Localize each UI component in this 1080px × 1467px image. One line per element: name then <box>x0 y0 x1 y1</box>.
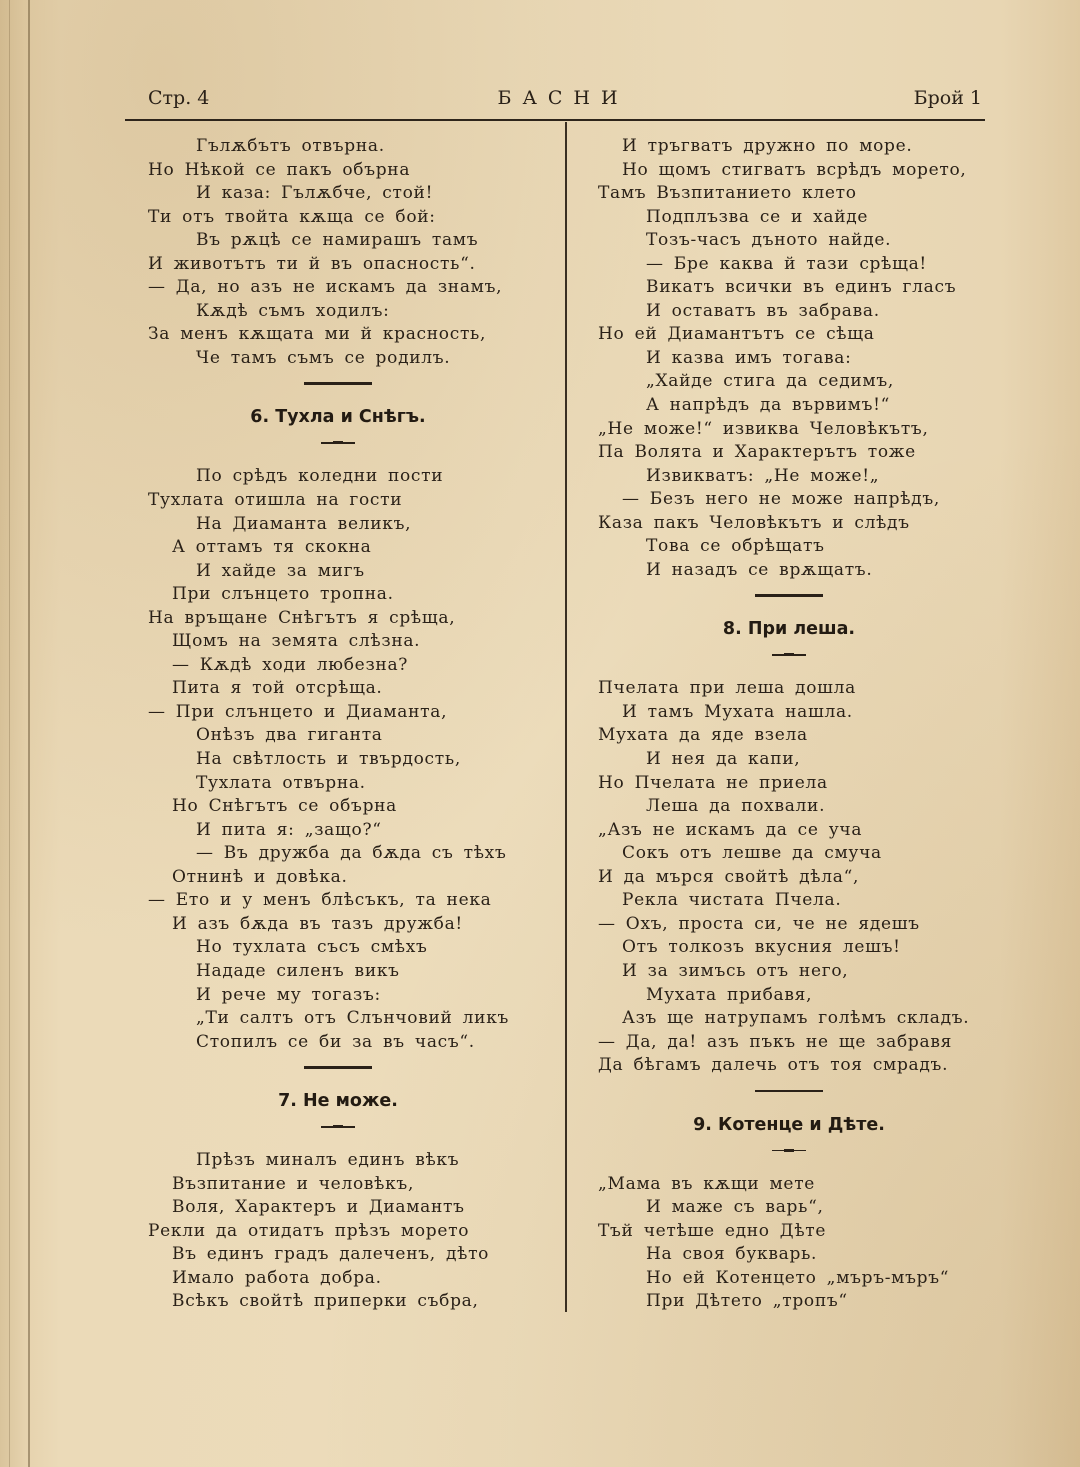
verse-line: Всѣкъ свойтѣ приперки събра, <box>172 1291 479 1312</box>
verse-line: — Да, да! азъ пъкъ не ще забравя <box>598 1031 953 1052</box>
verse-line: Но ей Котенцето „мъръ-мъръ“ <box>646 1267 950 1288</box>
verse-line: „Не може!“ извиква Человѣкътъ, <box>598 418 929 439</box>
verse-line: Възпитание и человѣкъ, <box>172 1173 415 1194</box>
verse-line: А напрѣдъ да вървимъ!“ <box>646 395 891 416</box>
verse-line: — При слънцето и Диаманта, <box>148 701 448 722</box>
verse-line: Азъ ще натрупамъ голѣмъ складъ. <box>622 1008 970 1029</box>
fable-heading <box>148 1054 528 1149</box>
verse-line: Мухата прибавя, <box>646 984 813 1005</box>
verse-line: Но Нѣкой се пакъ обърна <box>148 159 411 180</box>
verse-line: Щомъ на земята слѣзна. <box>172 631 421 652</box>
verse-line: И нея да капи, <box>646 749 801 770</box>
verse-line: Тамъ Възпитанието клето <box>598 183 857 204</box>
verse-line: — Охъ, проста си, че не ядешъ <box>598 913 920 934</box>
verse-line: На своя букварь. <box>646 1244 818 1265</box>
verse-line: Въ единъ градъ далеченъ, дѣто <box>172 1244 490 1265</box>
verse-line: По срѣдъ коледни пости <box>196 466 444 487</box>
verse-line: И да мърся свойтѣ дѣла“, <box>598 866 860 887</box>
verse-line: Каза пакъ Человѣкътъ и слѣдъ <box>598 512 910 533</box>
verse-line: Отнинѣ и довѣка. <box>172 866 348 887</box>
fable-heading <box>598 582 980 677</box>
verse-line: — Безъ него не може напрѣдъ, <box>622 489 940 510</box>
fable-title: 9. Котенце и Дѣте. <box>693 1114 885 1135</box>
issue-number: Брой 1 <box>913 87 982 109</box>
verse-line: Нададе силенъ викъ <box>196 960 400 981</box>
fable-heading <box>598 1078 980 1173</box>
section-divider <box>755 1090 823 1093</box>
verse-line: И тръгватъ дружно по море. <box>622 136 913 156</box>
verse-line: И назадъ се врѫщатъ. <box>646 559 873 580</box>
verse-line: И тамъ Мухата нашла. <box>622 701 853 722</box>
verse-line: Пита я той отсрѣща. <box>172 678 383 699</box>
verse-line: И животътъ ти й въ опасность“. <box>148 253 476 274</box>
verse-line: Тухлата отишла на гости <box>148 490 403 511</box>
verse-line: На връщане Снѣгътъ я срѣща, <box>148 607 456 628</box>
fable-body <box>598 1173 980 1314</box>
right-column <box>598 135 980 1314</box>
verse-line: Сокъ отъ лешве да смуча <box>622 843 882 864</box>
verse-line: Ти отъ твойта кѫща се бой: <box>148 206 436 227</box>
verse-line: — Бре каква й тази срѣща! <box>646 253 927 274</box>
verse-line: Това се обрѣщатъ <box>646 536 825 557</box>
section-divider <box>304 382 372 385</box>
verse-line: Стопилъ се би за въ часъ“. <box>196 1031 475 1052</box>
title-ornament-dash <box>772 654 806 656</box>
title-ornament-dash <box>321 442 355 444</box>
verse-line: За менъ кѫщата ми й красность, <box>148 324 487 345</box>
verse-line: Подплъзва се и хайде <box>646 206 869 227</box>
fable-title: 7. Не може. <box>278 1091 398 1112</box>
verse-line: Но Пчелата не приела <box>598 772 828 793</box>
verse-line: „Ти салтъ отъ Слънчовий ликъ <box>196 1008 510 1029</box>
verse-line: „Азъ не искамъ да се уча <box>598 819 863 840</box>
binding-fold-line <box>28 0 30 1467</box>
verse-line: Но ей Диамантътъ се сѣща <box>598 324 875 345</box>
verse-line: Но Снѣгътъ се обърна <box>172 796 398 817</box>
verse-line: И каза: Гълѫбче, стой! <box>196 183 434 204</box>
verse-line: Онѣзъ два гиганта <box>196 725 383 746</box>
verse-line: Тухлата отвърна. <box>196 772 366 793</box>
header-rule <box>125 119 985 121</box>
left-column <box>148 135 528 1314</box>
running-title: БАСНИ <box>497 87 629 109</box>
verse-line: Имало работа добра. <box>172 1267 382 1288</box>
verse-line: И пита я: „защо?“ <box>196 819 382 840</box>
verse-line: Но щомъ стигватъ всрѣдъ морето, <box>622 159 967 180</box>
verse-line: При слънцето тропна. <box>172 584 394 605</box>
verse-line: Да бѣгамъ далечь отъ тоя смрадъ. <box>598 1055 949 1076</box>
verse-line: И рече му тогазъ: <box>196 984 381 1005</box>
verse-line: Мухата да яде взела <box>598 725 808 746</box>
verse-line: И хайде за мигъ <box>196 560 365 581</box>
verse-line: Въ рѫцѣ се намирашъ тамъ <box>196 230 479 251</box>
fable-body <box>148 1149 528 1314</box>
verse-line: Тозъ-часъ дъното найде. <box>646 230 892 251</box>
verse-line: Кѫдѣ съмъ ходилъ: <box>196 300 390 321</box>
verse-line: Че тамъ съмъ се родилъ. <box>196 347 451 368</box>
fable-heading <box>148 370 528 465</box>
verse-line: Гълѫбътъ отвърна. <box>196 136 385 156</box>
verse-line: — Да, но азъ не искамъ да знамъ, <box>148 277 503 298</box>
title-ornament-dash <box>772 1150 806 1152</box>
fable-body <box>148 465 528 1054</box>
verse-line: И маже съ варь“, <box>646 1197 824 1218</box>
verse-line: Отъ толкозъ вкусния лешъ! <box>622 937 901 958</box>
verse-line: Пчелата при леша дошла <box>598 678 856 699</box>
fable-body-continued <box>598 135 980 582</box>
verse-line: — Кѫдѣ ходи любезна? <box>172 654 409 675</box>
verse-line: На Диаманта великъ, <box>196 513 412 534</box>
fable-title: 8. При леша. <box>722 619 856 640</box>
verse-line: Викатъ всички въ единъ гласъ <box>646 277 957 298</box>
verse-line: „Мама въ кѫщи мете <box>598 1173 816 1194</box>
verse-line: На свѣтлость и твърдость, <box>196 749 461 770</box>
verse-line: И оставатъ въ забрава. <box>646 300 880 321</box>
page-edge-line <box>9 0 10 1467</box>
verse-line: „Хайде стига да седимъ, <box>646 371 894 392</box>
verse-line: Леша да похвали. <box>646 796 826 817</box>
verse-line: Рекли да отидатъ прѣзъ морето <box>148 1220 470 1241</box>
verse-line: Рекла чистата Пчела. <box>622 890 842 911</box>
verse-line: Воля, Характеръ и Диамантъ <box>172 1197 465 1218</box>
verse-line: Па Волята и Характерътъ тоже <box>598 442 916 463</box>
fable-body <box>598 677 980 1077</box>
verse-line: — Ето и у менъ блѣсъкъ, та нека <box>148 890 492 911</box>
verse-line: При Дѣтето „тропъ“ <box>646 1291 848 1312</box>
verse-line: И за зимъсь отъ него, <box>622 960 849 981</box>
section-divider <box>304 1066 372 1069</box>
continued-fable <box>148 135 528 370</box>
verse-line: Тъй четѣше едно Дѣте <box>598 1220 827 1241</box>
verse-line: Извикватъ: „Не може!„ <box>646 465 880 486</box>
section-divider <box>755 594 823 597</box>
page-number: Стр. 4 <box>148 87 210 109</box>
verse-line: Прѣзъ миналъ единъ вѣкъ <box>196 1150 460 1171</box>
title-ornament-dash <box>321 1126 355 1128</box>
column-divider <box>565 122 567 1312</box>
verse-line: Но тухлата съсъ смѣхъ <box>196 937 428 958</box>
verse-line: А оттамъ тя скокна <box>172 537 372 558</box>
verse-line: — Въ дружба да бѫда съ тѣхъ <box>196 843 507 864</box>
verse-line: И азъ бѫда въ тазъ дружба! <box>172 913 463 934</box>
verse-line: И казва имъ тогава: <box>646 347 852 368</box>
fable-title: 6. Тухла и Снѣгъ. <box>250 407 426 428</box>
